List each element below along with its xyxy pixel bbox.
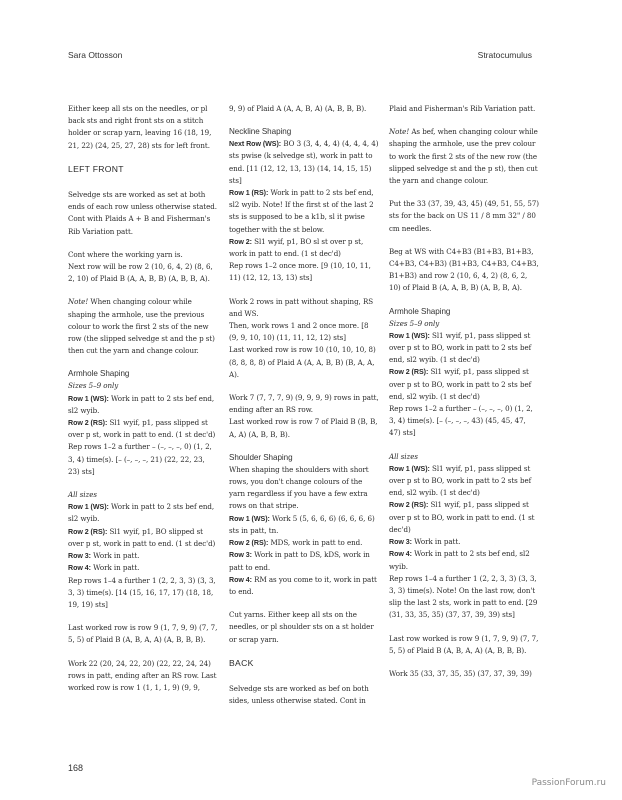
subheading-armhole-shaping: Armhole Shaping: [68, 369, 130, 379]
paragraph: Beg at WS with C4+B3 (B1+B3, B1+B3, C4+B3, C4+B3) (B1+B3, C4+B3, C4+B3, B1+B3) and row 2 (10, 6, 4, 2) (8, 6, 2, 10) of Plaid B (A, A, B, B) (A, B, B, A).: [389, 246, 539, 293]
paragraph: Work 7 (7, 7, 7, 9) (9, 9, 9, 9) rows in patt, ending after an RS row.: [229, 393, 379, 415]
row-label: Row 3:: [389, 538, 412, 547]
page-number: 168: [68, 763, 84, 773]
paragraph: Last worked row is row 9 (1, 7, 9, 9) (7, 7, 5, 5) of Plaid B (A, B, A, A) (A, B, B, B).: [68, 623, 218, 645]
paragraph: Rep rows 1–2 a further – (–, –, –, 0) (1, 2, 3, 4) time(s). [– (–, –, –, 21) (22, 22, 23, 23) sts]: [68, 442, 212, 476]
column-right: [389, 103, 539, 691]
paragraph: Rep rows 1–2 a further – (–, –, –, 0) (1, 2, 3, 4) time(s). [– (–, –, –, 43) (45, 45, 47, 47) sts]: [389, 404, 533, 438]
paragraph: Work 35 (33, 37, 35, 35) (37, 37, 39, 39): [389, 668, 532, 678]
row-instruction: [389, 536, 539, 548]
row-text: Sl1 wyif, p1, pass slipped st over p st, work in patt to end. (1 st dec'd): [68, 418, 216, 440]
row-label: Row 2 (RS):: [229, 539, 269, 548]
row-text: Sl1 wyif, p1, pass slipped st over p st to BO, work in patt to 2 sts bef end, sl2 wyib. (1 st dec'd): [389, 330, 532, 365]
row-label: Row 2 (RS):: [389, 501, 429, 510]
row-text: Work in patt to 2 sts bef end, sl2 wyib.: [68, 502, 215, 524]
row-instruction: [229, 187, 379, 236]
row-text: Work 5 (5, 6, 6, 6) (6, 6, 6, 6) sts in patt, tn.: [229, 513, 375, 535]
paragraph: Then, work rows 1 and 2 once more. [8 (9, 9, 10, 10) (11, 11, 12, 12) sts]: [229, 321, 369, 343]
section-heading-back: BACK: [229, 657, 254, 668]
row-label: Row 1 (WS):: [389, 464, 430, 473]
row-instruction: [68, 562, 218, 574]
row-text: Sl1 wyif, p1, pass slipped st over p st to BO, work in patt to end. (1 st dec'd): [389, 500, 535, 534]
row-label: Row 1 (RS):: [229, 189, 269, 198]
row-label: Row 4:: [68, 564, 91, 573]
row-text: MDS, work in patt to end.: [268, 538, 363, 548]
running-header-author: Sara Ottosson: [68, 50, 123, 60]
row-label: Row 1 (WS):: [229, 514, 270, 523]
paragraph: Selvedge sts are worked as bef on both sides, unless otherwise stated. Cont in: [229, 683, 369, 706]
paragraph: Plaid and Fisherman's Rib Variation patt.: [389, 104, 536, 113]
section-heading-left-front: LEFT FRONT: [68, 163, 124, 174]
row-instruction: [68, 417, 218, 441]
row-instruction: [389, 499, 539, 536]
row-instruction: [229, 537, 379, 549]
paragraph: Cont where the working yarn is.: [68, 249, 183, 259]
paragraph: Put the 33 (37, 39, 43, 45) (49, 51, 55, 57) sts for the back on US 11 / 8 mm 32" / 80 cm needles.: [389, 199, 539, 233]
paragraph: Last row worked is row 9 (1, 7, 9, 9) (7, 7, 5, 5) of Plaid B (A, B, A, A) (A, B, B, B).: [389, 633, 539, 655]
note-paragraph: [68, 296, 218, 357]
note-paragraph: [389, 126, 539, 187]
paragraph: Cut yarns. Either keep all sts on the needles, or pl shoulder sts on a st holder or scrap yarn.: [229, 610, 374, 644]
row-text: BO 3 (3, 4, 4, 4) (4, 4, 4, 4) sts pwise (k selvedge st), work in patt to end. [11 (12, 12, 13, 13) (14, 14, 15, 15) sts]: [229, 139, 379, 185]
row-label: Row 3:: [229, 551, 252, 560]
subheading-neckline-shaping: Neckline Shaping: [229, 127, 292, 137]
row-text: Sl1 wyif, p1, pass slipped st over p st to BO, work in patt to 2 sts bef end, sl2 wyib. (1 st dec'd): [389, 367, 532, 401]
column-left: [68, 103, 218, 705]
paragraph: Selvedge sts are worked as set at both ends of each row unless otherwise stated. Cont with Plaids A + B and Fisherman's Rib Variation patt.: [68, 190, 217, 236]
row-label: Row 1 (WS):: [68, 503, 109, 512]
all-sizes-note: All sizes: [389, 451, 418, 461]
paragraph: Last worked row is row 7 of Plaid B (B, B, A, A) (A, B, B, B).: [229, 417, 378, 439]
row-text: Work in patt to 2 sts bef end, sl2 wyib.: [389, 549, 530, 571]
row-instruction: [389, 548, 539, 572]
row-text: Sl1 wyif, p1, BO slipped st over p st, work in patt to end. (1 st dec'd): [68, 526, 216, 548]
sizes-note: Sizes 5–9 only: [389, 318, 440, 328]
row-label: Row 2 (RS):: [68, 419, 108, 428]
note-text: When changing colour while shaping the armhole, use the previous colour to work the first 2 sts of the new row (the slipped selvedge st and the p st) then cut the yarn and change colour.: [68, 297, 215, 356]
row-label: Row 4:: [229, 575, 252, 584]
row-text: Work in patt.: [90, 563, 140, 573]
paragraph: Work 2 rows in patt without shaping, RS and WS.: [229, 296, 374, 318]
row-label: Row 3:: [68, 552, 91, 561]
note-label: Note!: [389, 127, 410, 137]
paragraph: Rep rows 1–4 a further 1 (2, 2, 3, 3) (3, 3, 3, 3) time(s). [14 (15, 16, 17, 17) (18, 18, 19, 19) sts]: [68, 575, 216, 609]
all-sizes-note: All sizes: [68, 490, 97, 500]
paragraph: Either keep all sts on the needles, or pl back sts and right front sts on a stitch holder or scrap yarn, leaving 16 (18, 19, 21, 22) (24, 25, 27, 28) sts for left front.: [68, 104, 212, 150]
note-label: Note!: [68, 297, 89, 307]
paragraph: When shaping the shoulders with short rows, you don't change colours of the yarn regardless if you have a few extra rows on that stripe.: [229, 464, 369, 511]
watermark: PassionForum.ru: [531, 778, 606, 788]
column-middle: [229, 103, 379, 718]
paragraph: Work 22 (20, 24, 22, 20) (22, 22, 24, 24) rows in patt, ending after an RS row. Last worked row is row 1 (1, 1, 1, 9) (9, 9,: [68, 658, 217, 692]
row-text: Work in patt to 2 sts bef end, sl2 wyib. Note! If the first st of the last 2 sts is supposed to be a k1b, sl it pwise together with the st below.: [229, 188, 374, 234]
row-instruction: [229, 236, 379, 260]
row-label: Row 2:: [229, 237, 252, 246]
row-instruction: [229, 549, 379, 573]
row-label: Next Row (WS):: [229, 140, 282, 149]
row-instruction: [229, 138, 379, 187]
row-text: Work in patt.: [90, 551, 140, 561]
subheading-shoulder-shaping: Shoulder Shaping: [229, 452, 293, 462]
row-label: Row 1 (WS):: [389, 331, 430, 340]
row-text: Sl1 wyif, p1, BO sl st over p st, work in patt to end. (1 st dec'd): [229, 236, 364, 259]
paragraph: Last worked row is row 10 (10, 10, 10, 8) (8, 8, 8, 8) of Plaid A (A, A, B, B) (B, A, A, A).: [229, 345, 376, 379]
row-instruction: [389, 366, 539, 403]
row-label: Row 2 (RS):: [389, 368, 429, 377]
row-text: RM as you come to it, work in patt to end.: [229, 574, 377, 596]
row-instruction: [229, 574, 379, 598]
row-label: Row 4:: [389, 550, 412, 559]
note-text: As bef, when changing colour while shaping the armhole, use the prev colour to work the first 2 sts of the new row (the slipped selvedge st and the p st), then cut the yarn and change colour.: [389, 127, 538, 186]
row-instruction: [389, 330, 539, 367]
row-text: Sl1 wyif, p1, pass slipped st over p st to BO, work in patt to 2 sts bef end, sl2 wyib. (1 st dec'd): [389, 463, 532, 498]
row-label: Row 2 (RS):: [68, 527, 108, 536]
sizes-note: Sizes 5–9 only: [68, 381, 119, 391]
row-instruction: [68, 501, 218, 525]
paragraph: 9, 9) of Plaid A (A, A, B, A) (A, B, B, B).: [229, 104, 367, 113]
row-instruction: [229, 513, 379, 537]
row-text: Work in patt to DS, kDS, work in patt to end.: [229, 550, 370, 572]
paragraph: Rep rows 1–2 once more. [9 (10, 10, 11, 11) (12, 12, 13, 13) sts]: [229, 261, 371, 283]
row-instruction: [68, 526, 218, 550]
row-instruction: [68, 550, 218, 562]
row-label: Row 1 (WS):: [68, 394, 109, 403]
subheading-armhole-shaping: Armhole Shaping: [389, 306, 451, 316]
paragraph: Rep rows 1–4 a further 1 (2, 2, 3, 3) (3, 3, 3, 3) time(s). Note! On the last row, don't slip the last 2 sts, work in patt to end. [29 (31, 33, 35, 35) (37, 37, 39, 39) sts]: [389, 573, 538, 620]
row-text: Work in patt.: [411, 537, 461, 547]
paragraph: Next row will be row 2 (10, 6, 4, 2) (8, 6, 2, 10) of Plaid B (A, A, B, B) (A, B, B, A).: [68, 262, 213, 284]
row-instruction: [68, 393, 218, 417]
row-text: Work in patt to 2 sts bef end, sl2 wyib.: [68, 393, 215, 415]
running-header-title: Stratocumulus: [477, 50, 532, 60]
row-instruction: [389, 463, 539, 500]
